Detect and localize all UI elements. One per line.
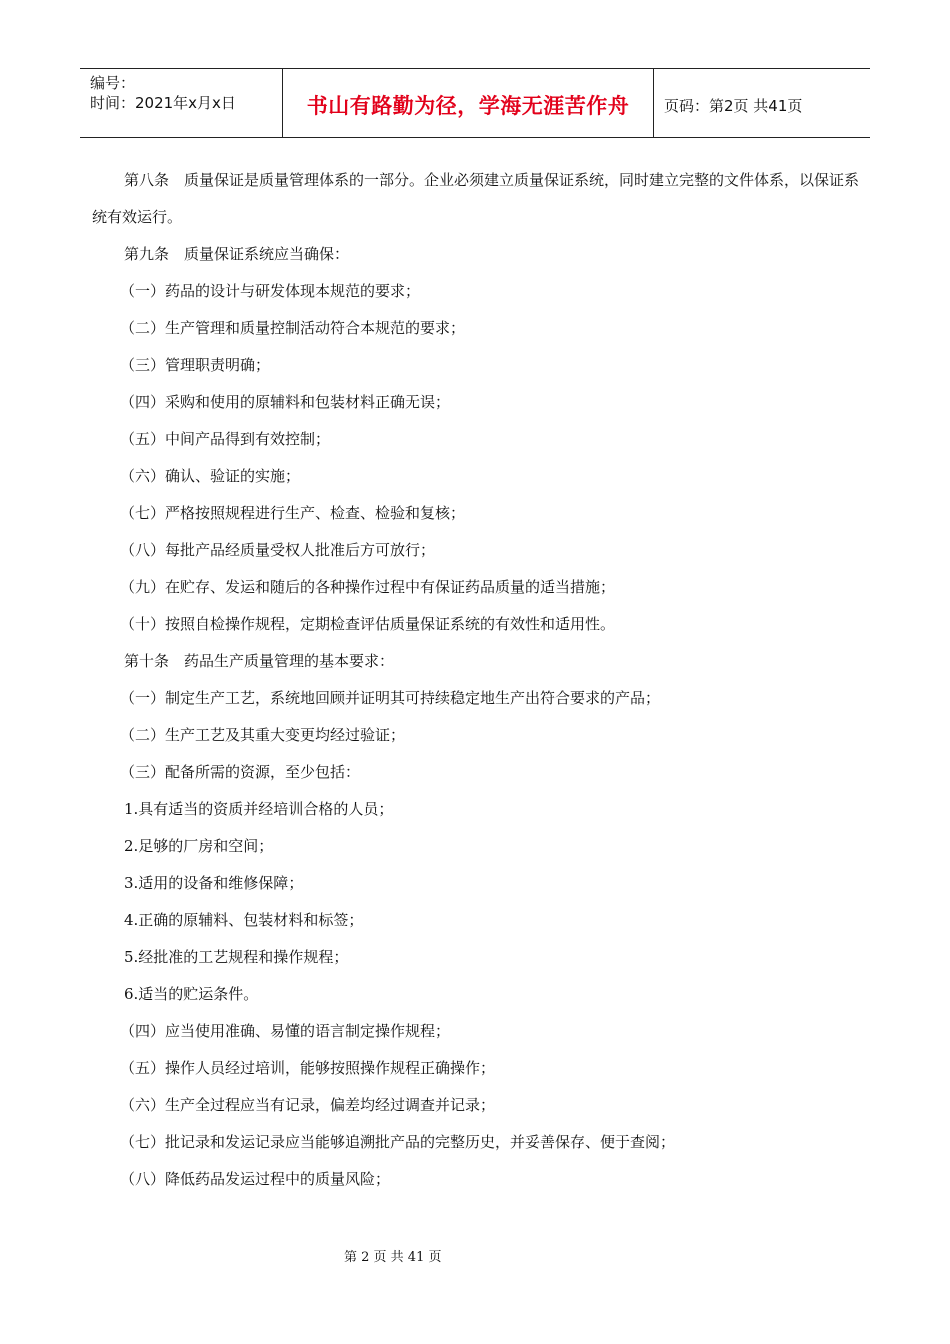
article-9-item-8: （八）每批产品经质量受权人批准后方可放行； — [120, 541, 436, 559]
resource-item-3: 3.适用的设备和维修保障； — [124, 874, 304, 892]
article-10-item-1: （一）制定生产工艺，系统地回顾并证明其可持续稳定地生产出符合要求的产品； — [120, 689, 661, 707]
article-10-item-3: （三）配备所需的资源，至少包括： — [120, 763, 361, 781]
header-page-info: 页码：第2页 共41页 — [664, 96, 803, 115]
article-10-item-5: （五）操作人员经过培训，能够按照操作规程正确操作； — [120, 1059, 496, 1077]
article-9-item-9: （九）在贮存、发运和随后的各种操作过程中有保证药品质量的适当措施； — [120, 578, 616, 596]
article-9-item-2: （二）生产管理和质量控制活动符合本规范的要求； — [120, 319, 466, 337]
article-9-item-4: （四）采购和使用的原辅料和包装材料正确无误； — [120, 393, 451, 411]
article-9-item-5: （五）中间产品得到有效控制； — [120, 430, 331, 448]
article-10-item-2: （二）生产工艺及其重大变更均经过验证； — [120, 726, 406, 744]
article-9-item-1: （一）药品的设计与研发体现本规范的要求； — [120, 282, 421, 300]
document-number-label: 编号： — [90, 74, 136, 92]
document-body — [92, 162, 860, 1198]
resource-item-6: 6.适当的贮运条件。 — [124, 985, 259, 1003]
resource-item-4: 4.正确的原辅料、包装材料和标签； — [124, 911, 364, 929]
article-10: 第十条 药品生产质量管理的基本要求： — [124, 652, 395, 670]
article-9: 第九条 质量保证系统应当确保： — [124, 245, 350, 263]
resource-item-5: 5.经批准的工艺规程和操作规程； — [124, 948, 349, 966]
article-10-item-6: （六）生产全过程应当有记录，偏差均经过调查并记录； — [120, 1096, 496, 1114]
article-8: 第八条 质量保证是质量管理体系的一部分。企业必须建立质量保证系统，同时建立完整的文件体系，以保证系统有效运行。 — [92, 171, 860, 226]
header-motto: 书山有路勤为径，学海无涯苦作舟 — [282, 69, 654, 137]
article-9-item-7: （七）严格按照规程进行生产、检查、检验和复核； — [120, 504, 466, 522]
document-time-label: 时间：2021年x月x日 — [90, 94, 236, 112]
article-10-item-4: （四）应当使用准确、易懂的语言制定操作规程； — [120, 1022, 451, 1040]
page-header — [80, 68, 870, 138]
resource-item-1: 1.具有适当的资质并经培训合格的人员； — [124, 800, 394, 818]
article-9-item-10: （十）按照自检操作规程，定期检查评估质量保证系统的有效性和适用性。 — [120, 615, 616, 633]
page-footer: 第 2 页 共 41 页 — [344, 1250, 442, 1265]
article-9-item-3: （三）管理职责明确； — [120, 356, 271, 374]
article-9-item-6: （六）确认、验证的实施； — [120, 467, 301, 485]
article-10-item-7: （七）批记录和发运记录应当能够追溯批产品的完整历史，并妥善保存、便于查阅； — [120, 1133, 676, 1151]
article-10-item-8: （八）降低药品发运过程中的质量风险； — [120, 1170, 391, 1188]
header-meta — [80, 69, 282, 137]
resource-item-2: 2.足够的厂房和空间； — [124, 837, 274, 855]
